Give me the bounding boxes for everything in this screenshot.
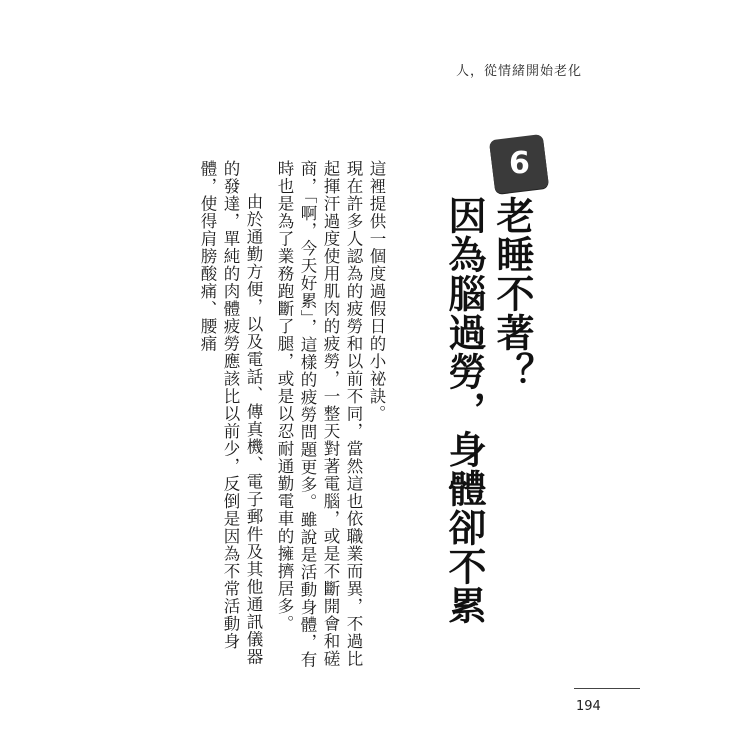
footer-rule [574, 688, 640, 689]
chapter-title-line-2: 因為腦過勞，身體卻不累 [442, 196, 486, 625]
chapter-number: 6 [508, 146, 530, 181]
body-paragraph-3: 由於通勤方便，以及電話、傳真機、電子郵件及其他通訊儀器的發達，單純的肉體疲勞應該比以前少，反倒是因為不常活動身體，使得肩膀酸痛、腰痛 [198, 160, 263, 666]
chapter-number-badge [489, 134, 549, 194]
page-number: 194 [576, 699, 601, 714]
chapter-title-line-1: 老睡不著？ [490, 196, 534, 391]
body-text [196, 160, 388, 675]
chapter-title [440, 196, 536, 625]
body-paragraph-2: 現在許多人認為的疲勞和以前不同，當然這也依職業而異，不過比起揮汗過度使用肌肉的疲勞，一整天對著電腦，或是不斷開會和磋商，「啊，今天好累」，這樣的疲勞問題更多。雖說是活動身體，有時也是為了業務跑斷了腿，或是以忍耐通勤電車的擁擠居多。 [275, 160, 363, 669]
body-paragraph-1: 這裡提供一個度過假日的小祕訣。 [367, 160, 386, 423]
running-header: 人，從情緒開始老化 [455, 64, 582, 79]
